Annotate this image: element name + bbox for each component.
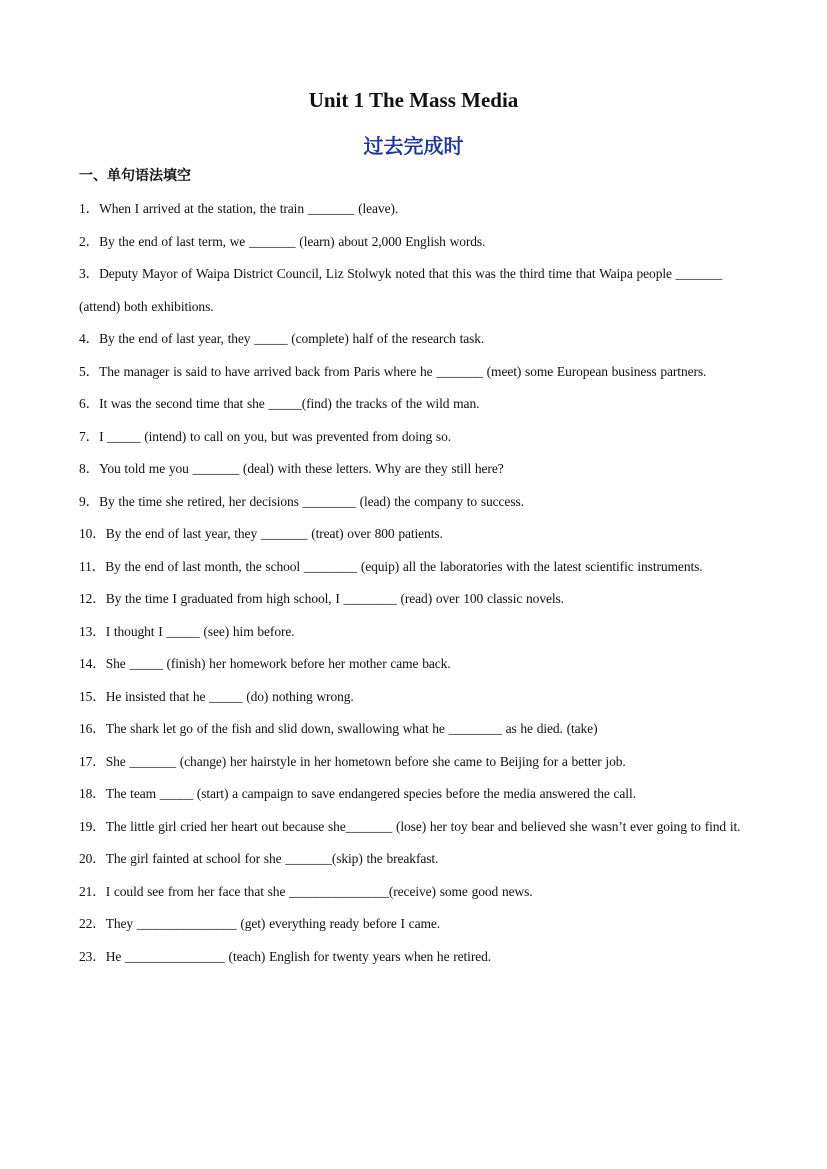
question-number: 13． xyxy=(79,623,106,639)
question-item xyxy=(79,323,749,356)
question-item xyxy=(79,453,749,486)
question-number: 18． xyxy=(79,786,106,801)
question-text: She _______ (change) her hairstyle in her hometown before she came to Beijing for a better job. xyxy=(105,753,626,769)
question-text: When I arrived at the station, the train _______ (leave). xyxy=(99,201,399,216)
question-text: I thought I _____ (see) him before. xyxy=(105,623,295,639)
question-item xyxy=(79,226,749,259)
question-text: They _______________ (get) everything ready before I came. xyxy=(105,916,441,931)
question-text: The team _____ (start) a campaign to save endangered species before the media answered the call. xyxy=(105,786,636,801)
question-item xyxy=(79,908,749,941)
question-number: 15． xyxy=(79,688,106,704)
question-item xyxy=(79,258,749,323)
question-number: 4． xyxy=(79,331,100,346)
question-text: By the time she retired, her decisions ________ (lead) the company to success. xyxy=(99,493,524,509)
question-item xyxy=(79,778,749,811)
question-text: By the end of last year, they _____ (complete) half of the research task. xyxy=(99,331,485,346)
question-text: She _____ (finish) her homework before her mother came back. xyxy=(105,656,451,671)
question-item xyxy=(79,518,749,551)
question-text: The shark let go of the fish and slid down, swallowing what he ________ as he died. (take) xyxy=(105,721,598,736)
question-item xyxy=(79,681,749,714)
question-text: I could see from her face that she _______________(receive) some good news. xyxy=(105,883,533,899)
question-item xyxy=(79,193,749,226)
question-text: By the end of last year, they _______ (treat) over 800 patients. xyxy=(105,526,443,541)
question-text: The little girl cried her heart out because she_______ (lose) her toy bear and believed she wasn’t ever going to find it. xyxy=(105,818,741,834)
question-text: He insisted that he _____ (do) nothing wrong. xyxy=(105,688,354,704)
question-item xyxy=(79,713,749,746)
question-item xyxy=(79,616,749,649)
question-number: 2． xyxy=(79,233,100,249)
question-text: You told me you _______ (deal) with these letters. Why are they still here? xyxy=(99,461,504,476)
question-list xyxy=(79,193,749,973)
question-item xyxy=(79,421,749,454)
question-item xyxy=(79,811,749,844)
question-item xyxy=(79,843,749,876)
question-number: 16． xyxy=(79,721,106,736)
question-item xyxy=(79,648,749,681)
question-number: 21． xyxy=(79,883,106,899)
question-number: 19． xyxy=(79,818,106,834)
question-number: 6． xyxy=(79,396,100,411)
question-item xyxy=(79,583,749,616)
question-text: By the end of last term, we _______ (learn) about 2,000 English words. xyxy=(99,233,486,249)
question-item xyxy=(79,746,749,779)
question-item xyxy=(79,388,749,421)
question-item xyxy=(79,941,749,974)
question-number: 22． xyxy=(79,916,106,931)
question-number: 10． xyxy=(79,526,106,541)
question-number: 23． xyxy=(79,948,106,964)
question-number: 3． xyxy=(79,266,100,281)
question-text: By the end of last month, the school ________ (equip) all the laboratories with the latest scientific instruments. xyxy=(105,558,703,574)
question-text: Deputy Mayor of Waipa District Council, Liz Stolwyk noted that this was the third time that Waipa people _______ (attend) both exhibitions. xyxy=(79,266,723,314)
section-heading: 一、单句语法填空 xyxy=(79,168,191,184)
question-number: 17． xyxy=(79,753,106,769)
question-number: 11． xyxy=(79,558,106,574)
question-text: It was the second time that she _____(find) the tracks of the wild man. xyxy=(99,396,480,411)
question-number: 1． xyxy=(79,201,100,216)
question-number: 14． xyxy=(79,656,106,671)
question-text: By the time I graduated from high school, I ________ (read) over 100 classic novels. xyxy=(105,591,564,606)
question-number: 7． xyxy=(79,428,100,444)
page-title: Unit 1 The Mass Media xyxy=(308,88,519,112)
question-text: The manager is said to have arrived back from Paris where he _______ (meet) some European business partners. xyxy=(99,363,707,379)
question-number: 9． xyxy=(79,493,100,509)
question-item xyxy=(79,551,749,584)
question-number: 8． xyxy=(79,461,100,476)
question-item xyxy=(79,356,749,389)
question-text: The girl fainted at school for she _______(skip) the breakfast. xyxy=(105,851,439,866)
question-text: He _______________ (teach) English for twenty years when he retired. xyxy=(105,948,492,964)
question-item xyxy=(79,876,749,909)
question-number: 20． xyxy=(79,851,106,866)
question-number: 5． xyxy=(79,363,100,379)
question-item xyxy=(79,486,749,519)
question-number: 12． xyxy=(79,591,106,606)
question-text: I _____ (intend) to call on you, but was prevented from doing so. xyxy=(99,428,451,444)
page-subtitle: 过去完成时 xyxy=(363,134,464,158)
